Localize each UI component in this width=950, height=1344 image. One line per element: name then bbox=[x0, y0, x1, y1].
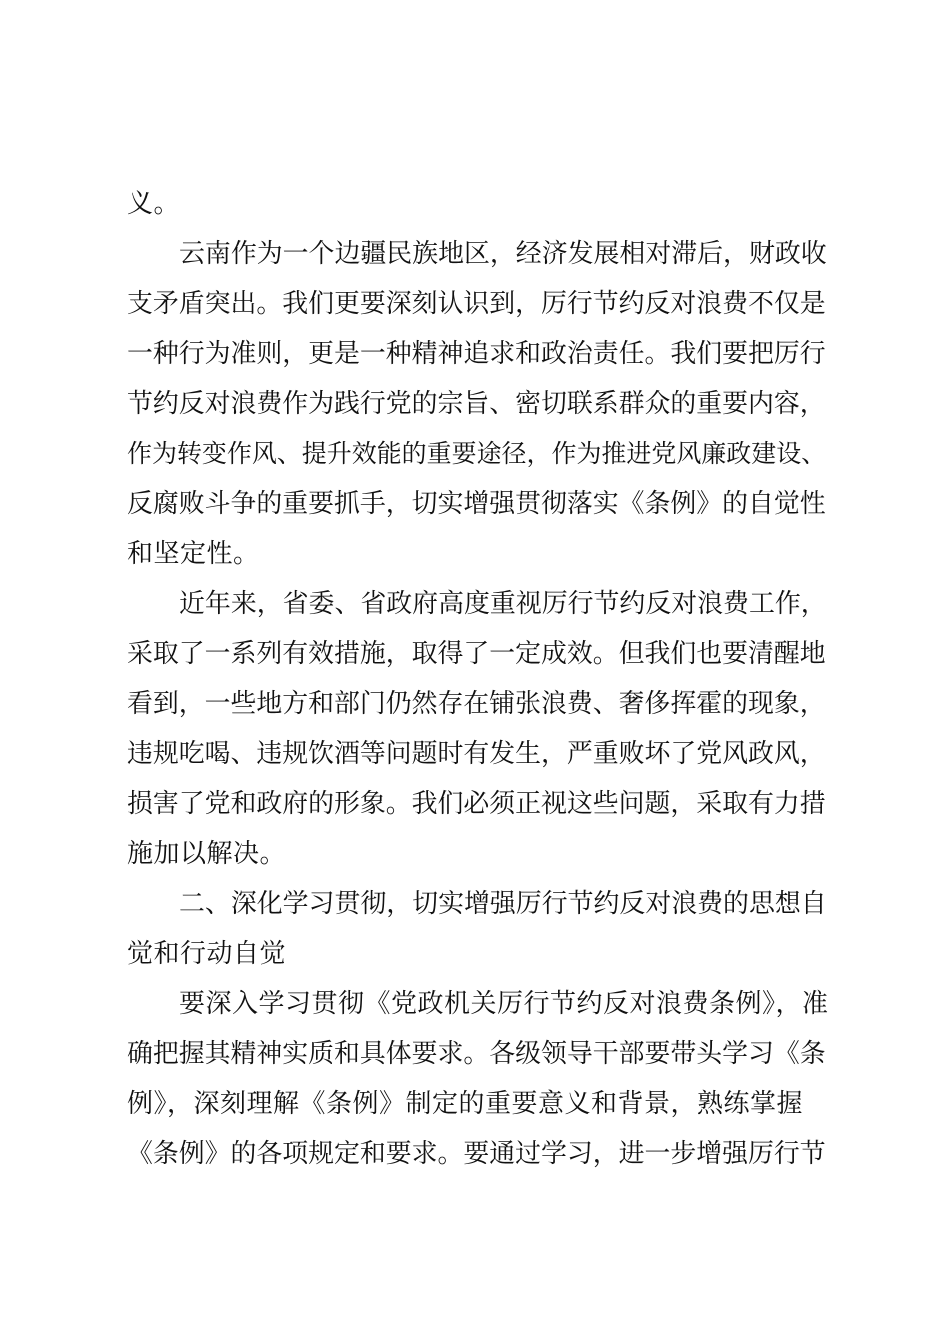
text-line: 一种行为准则，更是一种精神追求和政治责任。我们要把厉行 bbox=[127, 339, 826, 369]
text-line: 例》，深刻理解《条例》制定的重要意义和背景，熟练掌握 bbox=[127, 1089, 804, 1119]
paragraph-first-line: 要深入学习贯彻《党政机关厉行节约反对浪费条例》，准 bbox=[179, 989, 829, 1019]
text-line: 看到，一些地方和部门仍然存在铺张浪费、奢侈挥霍的现象， bbox=[127, 689, 826, 719]
text-line: 《条例》的各项规定和要求。要通过学习，进一步增强厉行节 bbox=[127, 1139, 826, 1169]
paragraph-first-line: 云南作为一个边疆民族地区，经济发展相对滞后，财政收 bbox=[179, 239, 827, 269]
text-line: 采取了一系列有效措施，取得了一定成效。但我们也要清醒地 bbox=[127, 639, 826, 669]
section-heading: 二、深化学习贯彻，切实增强厉行节约反对浪费的思想自 bbox=[179, 889, 827, 919]
text-line: 反腐败斗争的重要抓手，切实增强贯彻落实《条例》的自觉性 bbox=[127, 489, 826, 519]
text-line: 损害了党和政府的形象。我们必须正视这些问题，采取有力措 bbox=[127, 789, 826, 819]
text-line: 节约反对浪费作为践行党的宗旨、密切联系群众的重要内容， bbox=[127, 389, 826, 419]
text-line: 和坚定性。 bbox=[127, 539, 260, 569]
text-line: 确把握其精神实质和具体要求。各级领导干部要带头学习《条 bbox=[127, 1039, 826, 1069]
text-line: 作为转变作风、提升效能的重要途径，作为推进党风廉政建设、 bbox=[127, 439, 827, 468]
text-line: 违规吃喝、违规饮酒等问题时有发生，严重败坏了党风政风， bbox=[127, 739, 826, 769]
text-line: 支矛盾突出。我们更要深刻认识到，厉行节约反对浪费不仅是 bbox=[127, 289, 826, 319]
paragraph-first-line: 近年来，省委、省政府高度重视厉行节约反对浪费工作， bbox=[179, 589, 827, 619]
section-heading: 觉和行动自觉 bbox=[127, 939, 287, 969]
text-line: 义。 bbox=[127, 189, 181, 219]
text-line: 施加以解决。 bbox=[127, 839, 287, 869]
